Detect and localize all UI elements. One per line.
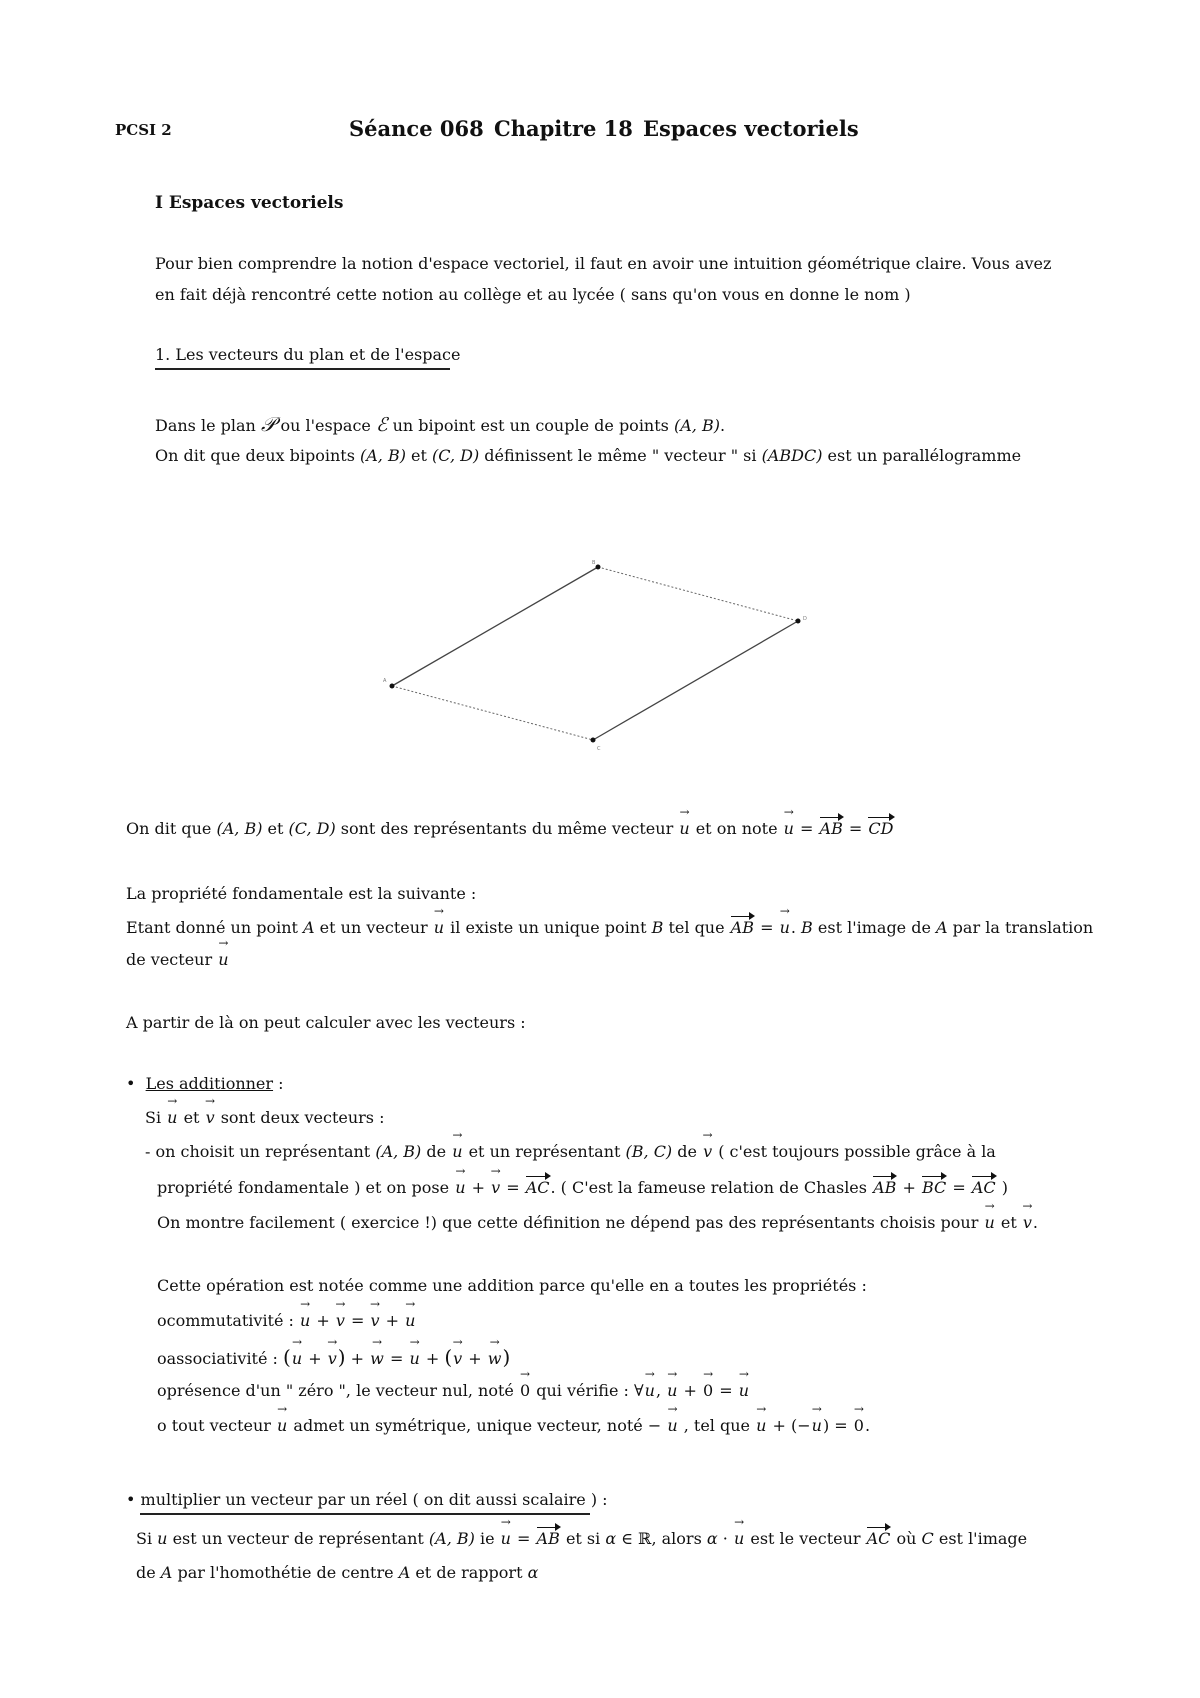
intro-line-1: Pour bien comprendre la notion d'espace vectoriel, il faut en avoir une intuition géométrique claire. Vous avez xyxy=(155,254,1052,273)
label-B: B xyxy=(592,560,596,566)
addition-si-line: Si → u et → v sont deux vecteurs : xyxy=(145,1108,385,1127)
intro-line-2: en fait déjà rencontré cette notion au collège et au lycée ( sans qu'on vous en donne le nom ) xyxy=(155,285,911,304)
multiplication-underline xyxy=(140,1513,590,1515)
point-C xyxy=(591,738,596,743)
segment-BD xyxy=(598,567,798,621)
addition-heading: • Les additionner : xyxy=(126,1074,284,1093)
bipoint-definition: Dans le plan 𝒫 ou l'espace ℰ un bipoint est un couple de points (A, B). xyxy=(155,412,726,436)
property-title: La propriété fondamentale est la suivante : xyxy=(126,884,477,903)
section-title: I Espaces vectoriels xyxy=(155,193,344,213)
course-label: PCSI 2 xyxy=(115,121,172,139)
calc-intro: A partir de là on peut calculer avec les vecteurs : xyxy=(126,1013,526,1032)
parallelogram-definition: On dit que deux bipoints (A, B) et (C, D) définissent le même " vecteur " si (ABDC) est un parallélogramme xyxy=(155,446,1022,465)
label-C: C xyxy=(597,746,601,752)
property-line-2: de vecteur → u xyxy=(126,950,230,969)
independence-line: On montre facilement ( exercice !) que cette définition ne dépend pas des représentants choisis pour → u et → v. xyxy=(157,1213,1038,1232)
addition-choice-line: - on choisit un représentant (A, B) de → u et un représentant (B, C) de → v ( c'est toujours possible grâce à la xyxy=(145,1142,996,1161)
prop-zero: oprésence d'un " zéro ", le vecteur nul, noté → 0 qui vérifie : ∀→ u, → u + → 0 = → u xyxy=(157,1381,750,1400)
subsection-underline xyxy=(155,368,450,370)
chasles-line: propriété fondamentale ) et on pose → u + → v = AC. ( C'est la fameuse relation de Chasles AB + BC = AC ) xyxy=(157,1178,1008,1197)
point-B xyxy=(596,565,601,570)
point-D xyxy=(796,619,801,624)
segment-AB xyxy=(392,567,598,686)
properties-title: Cette opération est notée comme une addition parce qu'elle en a toutes les propriétés : xyxy=(157,1276,867,1295)
subject-title: Espaces vectoriels xyxy=(643,116,859,141)
label-D: D xyxy=(803,616,807,622)
multiplication-line-2: de A par l'homothétie de centre A et de rapport α xyxy=(136,1563,539,1582)
representants-line: On dit que (A, B) et (C, D) sont des représentants du même vecteur → u et on note → u = AB = CD xyxy=(126,819,895,838)
prop-commutativity: ocommutativité : → u + → v = → v + → u xyxy=(157,1311,416,1330)
multiplication-heading: • multiplier un vecteur par un réel ( on dit aussi scalaire ) : xyxy=(126,1490,608,1509)
segment-AC xyxy=(392,686,593,740)
multiplication-line-1: Si u est un vecteur de représentant (A, B) ie → u = AB et si α ∈ ℝ, alors α · → u est le vecteur AC où C est l'image xyxy=(136,1529,1027,1548)
property-line-1: Etant donné un point A et un vecteur → u il existe un unique point B tel que AB = → u. B est l'image de A par la translation xyxy=(126,918,1093,937)
point-A xyxy=(390,684,395,689)
chapter-label: Chapitre 18 xyxy=(494,116,633,141)
subsection-title: 1. Les vecteurs du plan et de l'espace xyxy=(155,345,461,364)
parallelogram-figure xyxy=(370,555,820,755)
segment-CD xyxy=(593,621,798,740)
seance-label: Séance 068 xyxy=(349,116,484,141)
label-A: A xyxy=(383,678,387,684)
prop-associativity: oassociativité : (→ u + → v) + → w = → u + (→ v + → w) xyxy=(157,1345,510,1369)
prop-symmetric: o tout vecteur → u admet un symétrique, unique vecteur, noté − → u , tel que → u + (−→ u) = → 0. xyxy=(157,1416,870,1435)
